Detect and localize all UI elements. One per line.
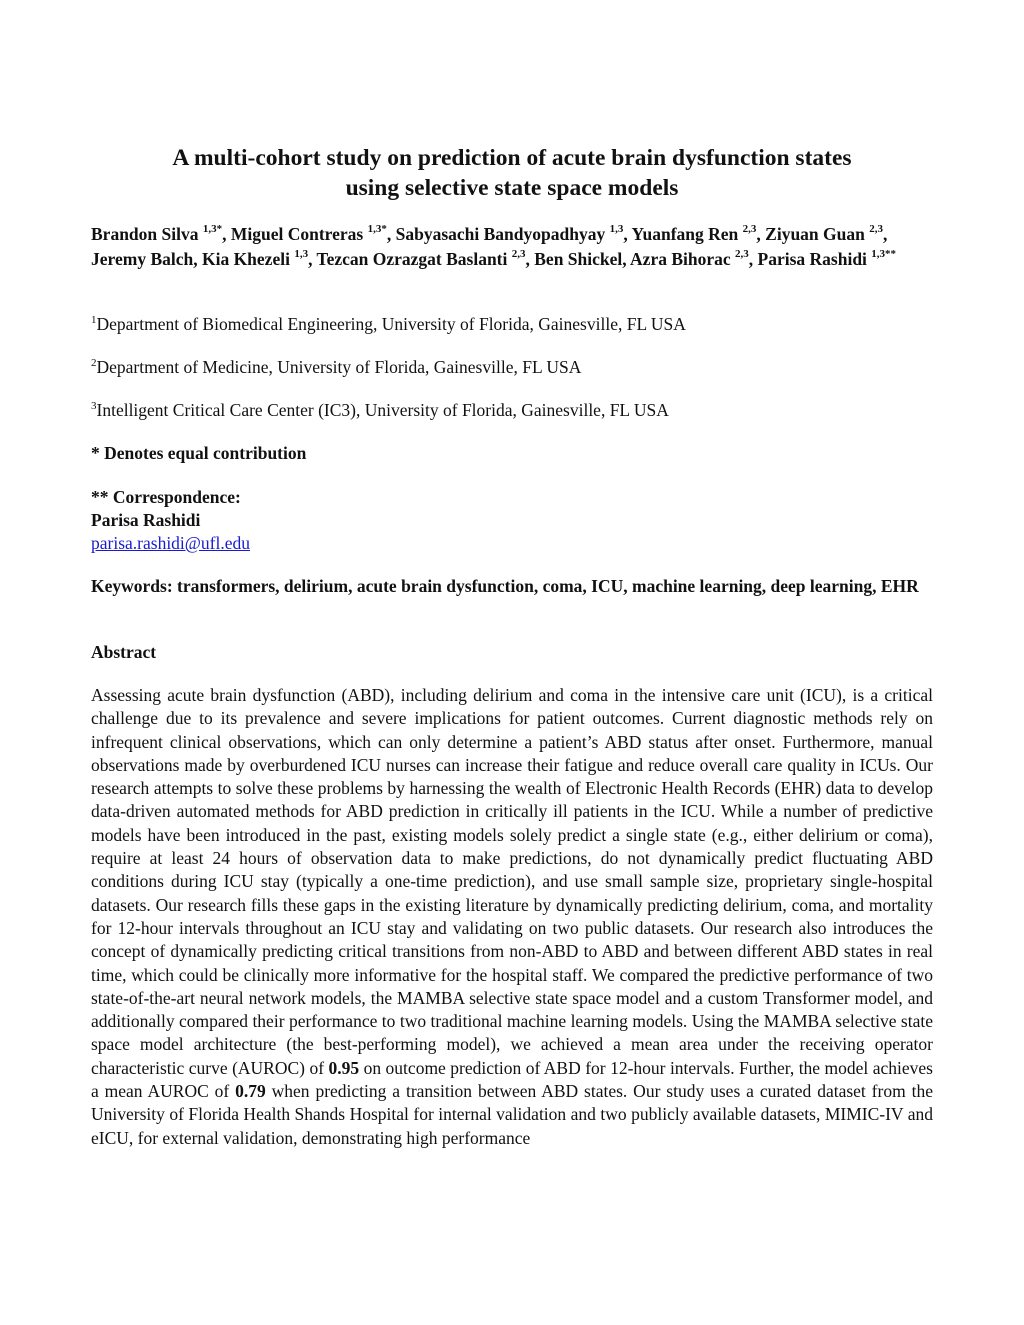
author-list [91, 222, 933, 271]
title-line-2: using selective state space models [345, 175, 679, 201]
author-name: Jeremy Balch, Kia Khezeli [91, 248, 290, 269]
author-name: Ben Shickel, Azra Bihorac [534, 248, 731, 269]
affiliation-number: 3 [91, 400, 97, 413]
keywords: Keywords: transformers, delirium, acute brain dysfunction, coma, ICU, machine learning, deep learning, EHR [91, 576, 919, 596]
author-separator: , [623, 224, 632, 244]
author-separator: , [748, 248, 758, 269]
author-name: Sabyasachi Bandyopadhyay [395, 224, 606, 244]
author-affiliation-marker: 2,3 [735, 247, 749, 260]
author-name: Yuanfang Ren [631, 224, 739, 244]
author-name: Ziyuan Guan [765, 224, 865, 244]
abstract-heading: Abstract [91, 642, 157, 662]
author-affiliation-marker: 2,3 [511, 247, 526, 260]
author-affiliation-marker: 1,3** [871, 247, 897, 260]
correspondence-email-link[interactable]: parisa.rashidi@ufl.edu [91, 533, 250, 553]
author-affiliation-marker: 1,3 [609, 223, 624, 236]
author-affiliation-marker: 1,3* [367, 223, 387, 236]
affiliation-1 [91, 313, 933, 335]
affiliation-2 [91, 356, 933, 378]
author-name: Brandon Silva [91, 224, 199, 244]
abstract-body [91, 684, 933, 1150]
author-separator: , [308, 248, 317, 269]
abstract-text-part-2: on outcome prediction of ABD for 12-hour intervals. Further, the model achieves a mean AUROC of [91, 1057, 933, 1102]
correspondence-name: Parisa Rashidi [91, 510, 201, 530]
correspondence-label: ** Correspondence: [91, 487, 241, 507]
equal-contribution-note: * Denotes equal contribution [91, 443, 307, 463]
paper-title [91, 143, 933, 203]
title-line-1: A multi-cohort study on prediction of acute brain dysfunction states [172, 145, 852, 171]
author-separator: , [882, 224, 888, 244]
author-name: Miguel Contreras [230, 224, 364, 244]
author-separator: , [756, 224, 766, 244]
affiliation-text: Department of Biomedical Engineering, University of Florida, Gainesville, FL USA [96, 314, 686, 334]
author-affiliation-marker: 2,3 [869, 223, 883, 236]
affiliation-text: Intelligent Critical Care Center (IC3), University of Florida, Gainesville, FL USA [96, 400, 669, 420]
author-affiliation-marker: 1,3* [202, 223, 223, 236]
affiliation-number: 1 [91, 314, 97, 327]
abstract-text-part-1: Assessing acute brain dysfunction (ABD), including delirium and coma in the intensive care unit (ICU), is a critical challenge due to its prevalence and severe implications for patient outcomes. Current diagnostic methods rely on infrequent clinical observations, which can only determine a patient’s ABD status after onset. Furthermore, manual observations made by overburdened ICU nurses can increase their fatigue and reduce overall care quality in ICUs. Our research attempts to solve these problems by harnessing the wealth of Electronic Health Records (EHR) data to develop data-driven automated methods for ABD prediction in critically ill patients in the ICU. While a number of predictive models have been introduced in the past, existing models solely predict a single state (e.g., either delirium or coma), require at least 24 hours of observation data to make predictions, do not dynamically predict fluctuating ABD conditions during ICU stay (typically a one-time prediction), and use small sample size, proprietary single-hospital datasets. Our research fills these gaps in the existing literature by dynamically predicting delirium, coma, and mortality for 12-hour intervals throughout an ICU stay and validating on two public datasets. Our research also introduces the concept of dynamically predicting critical transitions from non-ABD to ABD and between different ABD states in real time, which could be clinically more informative for the hospital staff. We compared the predictive performance of two state-of-the-art neural network models, the MAMBA selective state space model and a custom Transformer model, and additionally compared their performance to two traditional machine learning models. Using the MAMBA selective state space model architecture (the best-performing model), we achieved a mean area under the receiving operator characteristic curve (AUROC) of [91, 685, 933, 1078]
abstract-text-part-3: when predicting a transition between ABD states. Our study uses a curated dataset from the University of Florida Health Shands Hospital for internal validation and two publicly available datasets, MIMIC-IV and eICU, for external validation, demonstrating high performance [91, 1081, 933, 1148]
abstract-auroc-value-2: 0.79 [235, 1081, 266, 1102]
author-affiliation-marker: 1,3 [294, 247, 309, 260]
author-name: Parisa Rashidi [757, 248, 867, 269]
affiliation-text: Department of Medicine, University of Florida, Gainesville, FL USA [96, 357, 582, 377]
affiliation-number: 2 [91, 357, 97, 370]
affiliation-3 [91, 399, 933, 421]
author-separator: , [386, 224, 396, 244]
author-affiliation-marker: 2,3 [742, 223, 757, 236]
author-separator: , [525, 248, 535, 269]
author-separator: , [222, 224, 231, 244]
abstract-auroc-value-1: 0.95 [328, 1057, 360, 1078]
author-name: Tezcan Ozrazgat Baslanti [316, 248, 508, 269]
